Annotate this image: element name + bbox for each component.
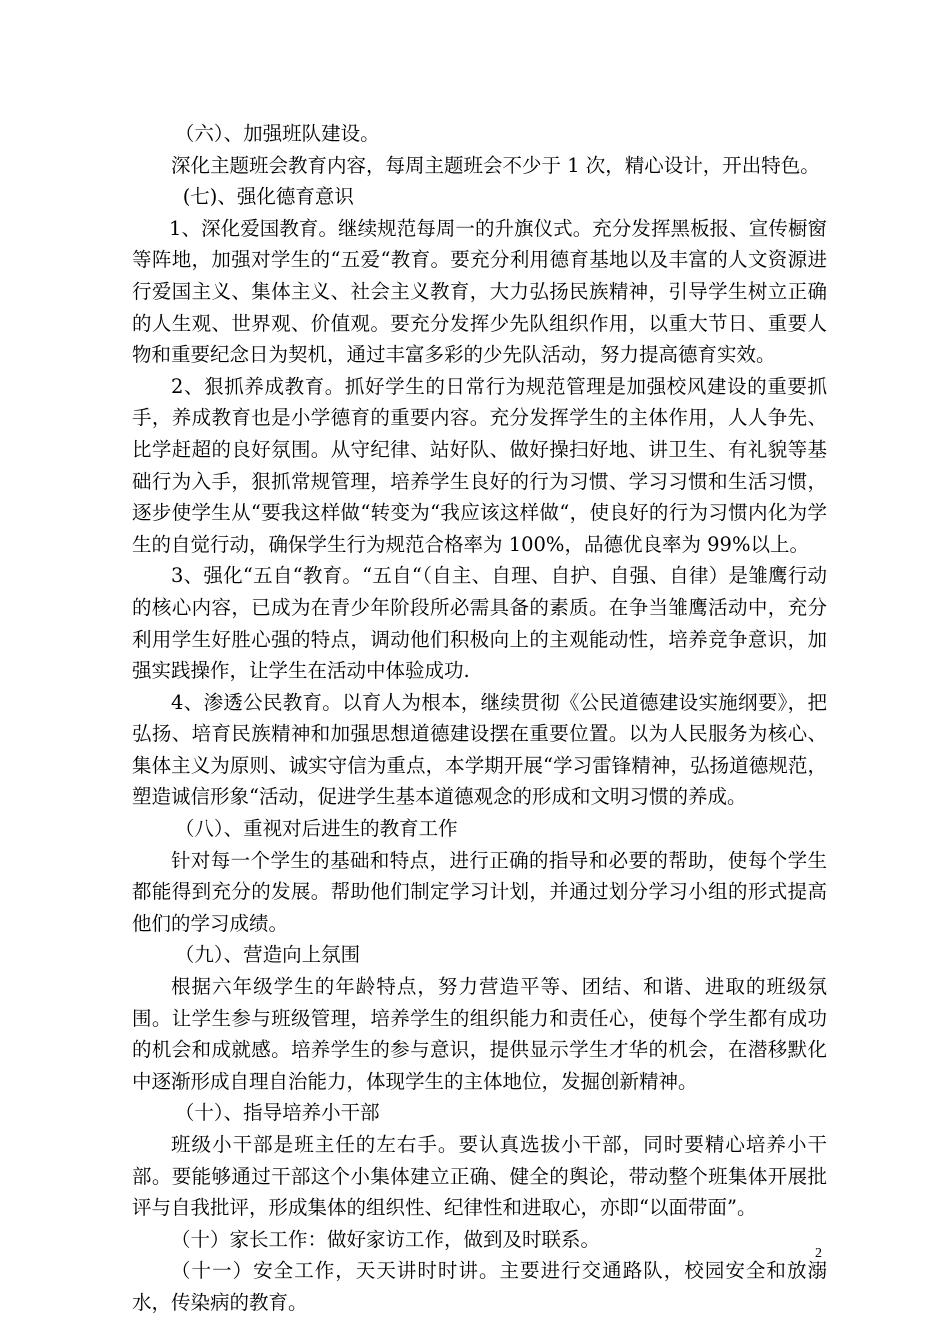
paragraph: （十一）安全工作，天天讲时时讲。主要进行交通路队，校园安全和放溺水，传染病的教育。 <box>132 1259 827 1314</box>
section-heading-6: （六）、加强班队建设。 <box>174 122 380 145</box>
paragraph: 3、强化“五自“教育。“五自“（自主、自理、自护、自强、自律）是雏鹰行动的核心内容，已成为在青少年阶段所必需具备的素质。在争当雏鹰活动中，充分利用学生好胜心强的特点，调动他们积极向上的主观能动性，培养竞争意识，加强实践操作，让学生在活动中体验成功. <box>132 564 827 683</box>
paragraph: 针对每一个学生的基础和特点，进行正确的指导和必要的帮助，使每个学生都能得到充分的发展。帮助他们制定学习计划，并通过划分学习小组的形式提高他们的学习成绩。 <box>132 848 827 935</box>
page-number: 2 <box>815 1246 822 1261</box>
paragraph: 4、渗透公民教育。以育人为根本，继续贯彻《公民道德建设实施纲要》，把弘扬、培育民族精神和加强思想道德建设摆在重要位置。以为人民服务为核心、集体主义为原则、诚实守信为重点，本学期开展“学习雷锋精神，弘扬道德规范，塑造诚信形象“活动，促进学生基本道德观念的形成和文明习惯的养成。 <box>132 690 827 809</box>
section-heading-9: （九）、营造向上氛围 <box>174 943 361 967</box>
paragraph: 1、深化爱国教育。继续规范每周一的升旗仪式。充分发挥黑板报、宣传橱窗等阵地，加强对学生的“五爱“教育。要充分利用德育基地以及丰富的人文资源进行爱国主义、集体主义、社会主义教育，大力弘扬民族精神，引导学生树立正确的人生观、世界观、价值观。要充分发挥少先队组织作用，以重大节日、重要人物和重要纪念日为契机，通过丰富多彩的少先队活动，努力提高德育实效。 <box>132 216 827 367</box>
document-body <box>132 118 827 1319</box>
paragraph: （十）家长工作：做好家访工作，做到及时联系。 <box>171 1227 601 1251</box>
paragraph: 根据六年级学生的年龄特点，努力营造平等、团结、和谐、进取的班级氛围。让学生参与班级管理，培养学生的组织能力和责任心，使每个学生都有成功的机会和成就感。培养学生的参与意识，提供显示学生才华的机会，在潜移默化中逐渐形成自理自治能力，体现学生的主体地位，发掘创新精神。 <box>132 975 827 1093</box>
section-heading-7: (七)、强化德育意识 <box>182 185 354 209</box>
paragraph: 深化主题班会教育内容，每周主题班会不少于 1 次，精心设计，开出特色。 <box>171 153 820 177</box>
paragraph: 2、狠抓养成教育。抓好学生的日常行为规范管理是加强校风建设的重要抓手，养成教育也是小学德育的重要内容。充分发挥学生的主体作用，人人争先、比学赶超的良好氛围。从守纪律、站好队、做好操扫好地、讲卫生、有礼貌等基础行为入手，狠抓常规管理，培养学生良好的行为习惯、学习习惯和生活习惯，逐步使学生从“要我这样做“转变为“我应该这样做“，使良好的行为习惯内化为学生的自觉行动，确保学生行为规范合格率为 100%，品德优良率为 99%以上。 <box>132 374 827 556</box>
section-heading-10: （十）、指导培养小干部 <box>174 1101 380 1125</box>
section-heading-8: （八）、重视对后进生的教育工作 <box>174 817 458 841</box>
paragraph: 班级小干部是班主任的左右手。要认真选拔小干部，同时要精心培养小干部。要能够通过干部这个小集体建立正确、健全的舆论，带动整个班集体开展批评与自我批评，形成集体的组织性、纪律性和进取心，亦即“以面带面”。 <box>132 1133 827 1220</box>
